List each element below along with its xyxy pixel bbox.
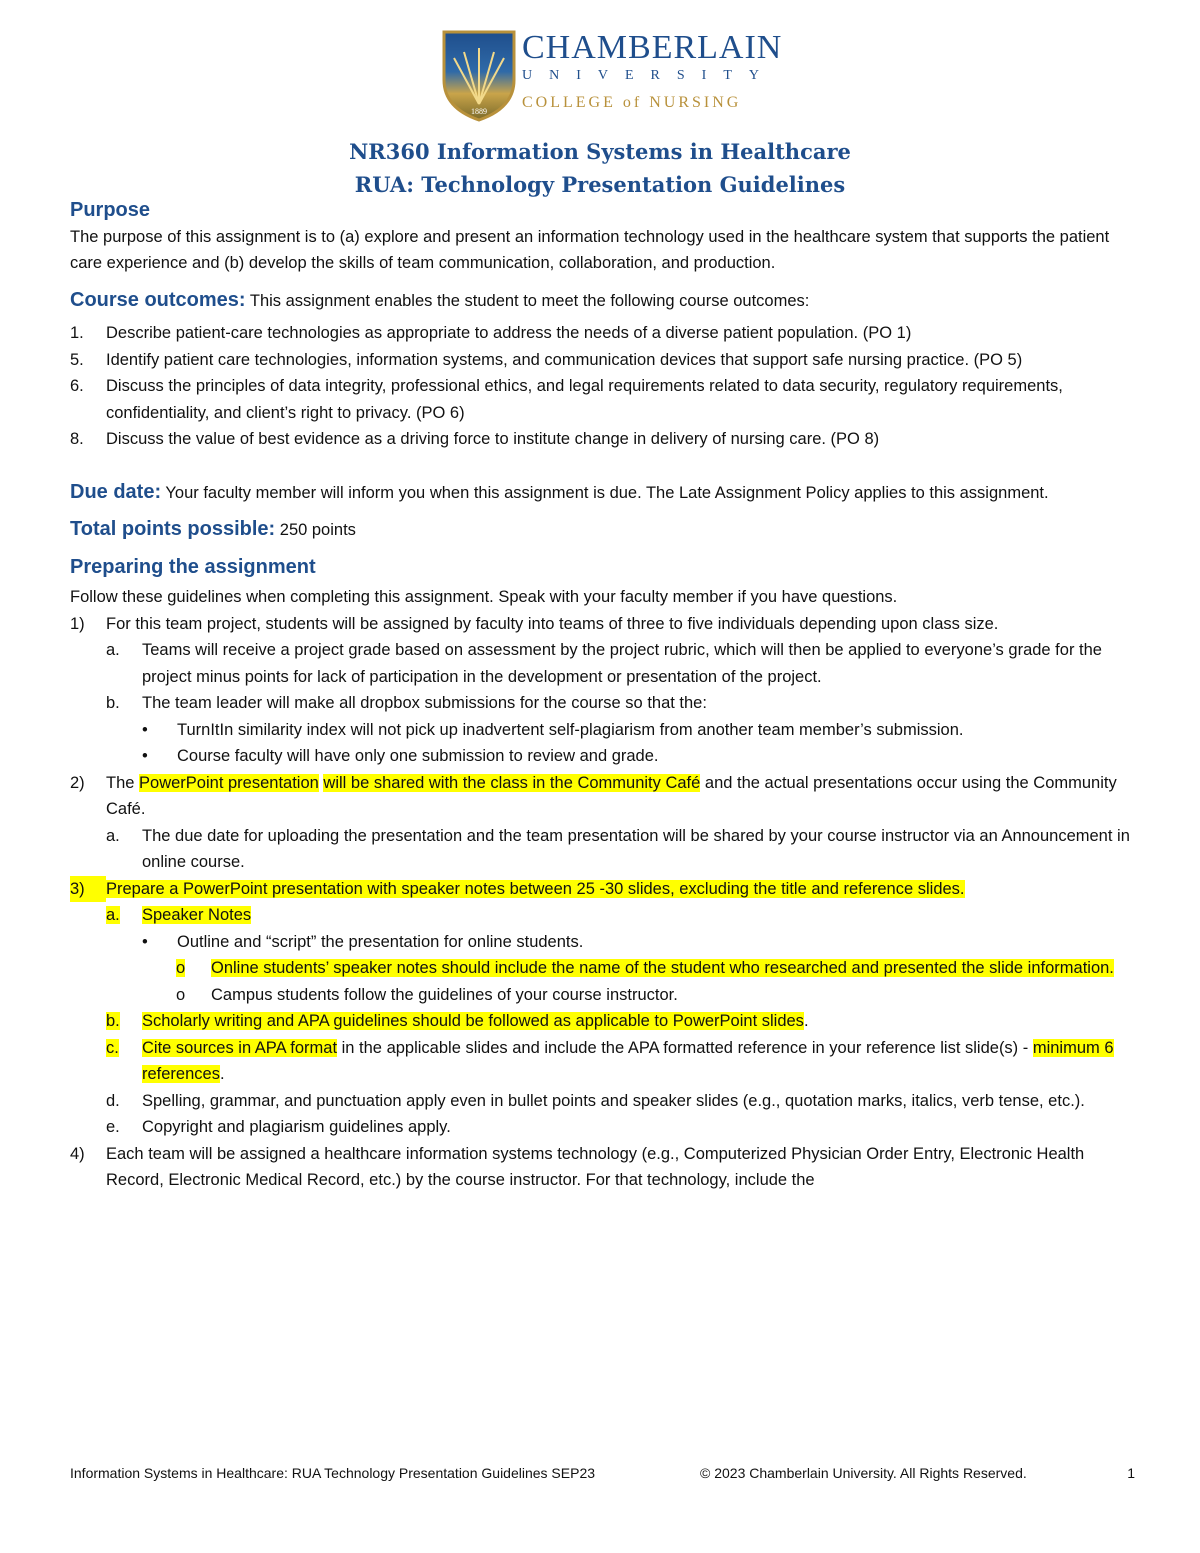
text-run: . [219,1065,225,1083]
list-number [106,1008,142,1035]
list-number: a. [106,826,120,845]
list-text [106,876,1135,903]
due-date-text: Your faculty member will inform you when this assignment is due. The Late Assignment Policy applies to this assignment. [161,483,1049,502]
list-text: TurnItIn similarity index will not pick up inadvertent self-plagiarism from another team member’s submission. [177,720,964,739]
list-number: 1) [70,614,85,633]
outcomes-heading: Course outcomes: [70,288,246,311]
highlighted-text: PowerPoint presentation [139,773,319,792]
list-text: Copyright and plagiarism guidelines apply. [142,1118,451,1136]
list-item [70,770,1135,823]
list-text: Spelling, grammar, and punctuation apply even in bullet points and speaker slides (e.g., quotation marks, italics, verb tense, etc.). [142,1091,1085,1110]
list-text: Describe patient-care technologies as appropriate to address the needs of a diverse patient population. (PO 1) [106,324,912,342]
due-date-heading: Due date: [70,480,162,503]
page-footer [70,1465,1135,1481]
list-text [106,770,1135,823]
points-paragraph [70,516,1135,544]
list-text: The due date for uploading the presentation and the team presentation will be shared by your course instructor via an Announcement in online course. [142,826,1130,871]
list-text: Each team will be assigned a healthcare information systems technology (e.g., Computerized Physician Order Entry, Electronic Health Record, Electronic Medical Record, etc.) by the course instructor. For that technology, include the [106,1144,1085,1189]
list-item [70,426,1135,453]
logo-line-3: COLLEGE of NURSING [522,94,742,111]
bullet: • [142,932,148,951]
list-item [70,876,1135,903]
highlighted-text: Scholarly writing and APA guidelines should be followed as applicable to PowerPoint slides [142,1012,804,1030]
university-logo [440,28,783,122]
list-item [70,929,1135,956]
list-text: Identify patient care technologies, information systems, and communication devices that support safe nursing practice. (PO 5) [106,350,1023,369]
list-item [70,373,1135,426]
list-text [142,1008,1135,1035]
document-body [70,197,1135,1194]
list-text [142,902,1135,929]
list-number: e. [106,1118,120,1136]
list-item [70,1141,1135,1194]
list-number [106,902,142,929]
list-number: 1. [70,324,84,342]
list-item [70,743,1135,770]
text-run: in the applicable slides and include the APA formatted reference in your reference list slide(s) - [337,1038,1033,1057]
logo-line-1: CHAMBERLAIN [522,29,783,66]
list-text: Teams will receive a project grade based on assessment by the project rubric, which will then be applied to everyone’s grade for the project minus points for lack of participation in the development or presentation of the project. [142,641,1102,686]
list-text [142,1035,1135,1088]
logo-wordmark [522,28,782,114]
highlighted-text: Online students’ speaker notes should include the name of the student who researched and presented the slide information. [211,959,1114,977]
list-item [70,690,1135,717]
list-item [70,611,1135,638]
list-item [70,902,1135,929]
list-item [70,717,1135,744]
list-number: 2) [70,773,85,792]
highlighted-text: Prepare a PowerPoint presentation with speaker notes between 25 -30 slides, excluding the title and reference slides. [106,879,965,898]
footer-course: Information Systems in Healthcare: RUA Technology Presentation Guidelines SEP23 [70,1465,596,1481]
list-item [70,347,1135,374]
points-heading: Total points possible: [70,518,276,540]
highlighted-text: Cite sources in APA format [142,1038,338,1057]
list-text: For this team project, students will be assigned by faculty into teams of three to five individuals depending upon class size. [106,614,999,633]
list-item [70,955,1135,982]
list-item [70,1114,1135,1141]
list-text: Outline and “script” the presentation for online students. [177,932,584,951]
text-run: . [803,1012,809,1030]
list-number: 3) [70,876,106,903]
list-number: d. [106,1091,120,1110]
list-text: Discuss the principles of data integrity, professional ethics, and legal requirements related to data security, regulatory requirements, confidentiality, and client’s right to privacy. (PO 6) [106,377,1063,422]
page-number: 1 [1127,1465,1135,1481]
document-subtitle: RUA: Technology Presentation Guidelines [354,172,846,197]
list-number: 6. [70,377,84,395]
list-text: Course faculty will have only one submission to review and grade. [177,747,659,765]
highlighted-text: a. [106,906,120,924]
shield-crest-icon [440,28,518,122]
list-item [70,823,1135,876]
logo-year: 1889 [471,107,487,116]
bullet [176,955,211,982]
footer-copyright: © 2023 Chamberlain University. All Rights Reserved. [700,1465,1027,1481]
list-item [70,1088,1135,1115]
highlighted-text: minimum 6 references [142,1038,1114,1083]
list-item [70,1008,1135,1035]
list-number: b. [106,694,120,712]
outcomes-list [70,320,1135,453]
text-run: The [106,773,140,792]
list-item [70,1035,1135,1088]
points-text: 250 points [275,521,356,539]
list-item [70,320,1135,347]
list-number: 4) [70,1144,85,1163]
due-date-paragraph [70,479,1135,507]
list-text: The team leader will make all dropbox submissions for the course so that the: [142,694,707,712]
highlighted-text: Speaker Notes [142,906,252,924]
text-run: and the actual presentations occur using the Community Café. [106,773,1117,818]
list-text [211,955,1135,982]
list-number: a. [106,641,120,659]
bullet: • [142,720,148,739]
purpose-text: The purpose of this assignment is to (a) explore and present an information technology used in the healthcare system that supports the patient care experience and (b) develop the skills of team communication, collaboration, and production. [70,227,1110,272]
highlighted-text: o [176,959,186,977]
preparing-heading: Preparing the assignment [70,555,316,578]
list-text: Campus students follow the guidelines of your course instructor. [211,985,678,1004]
preparing-intro: Follow these guidelines when completing this assignment. Speak with your faculty member if you have questions. [70,588,898,606]
list-text: Discuss the value of best evidence as a driving force to institute change in delivery of nursing care. (PO 8) [106,430,880,448]
list-number [106,1035,142,1088]
list-number: 5. [70,350,84,369]
list-item [70,982,1135,1009]
highlighted-text: c. [106,1038,119,1057]
outcomes-intro: This assignment enables the student to meet the following course outcomes: [245,291,810,310]
purpose-heading: Purpose [70,199,151,221]
logo-line-2: UNIVERSITY [522,68,776,83]
list-number: 8. [70,430,84,448]
highlighted-text: will be shared with the class in the Community Café [323,773,701,792]
document-title: NR360 Information Systems in Healthcare [349,139,851,164]
highlighted-text: b. [106,1012,120,1030]
outcomes-paragraph [70,287,1135,315]
bullet: o [176,985,186,1004]
bullet: • [142,747,148,765]
list-item [70,637,1135,690]
